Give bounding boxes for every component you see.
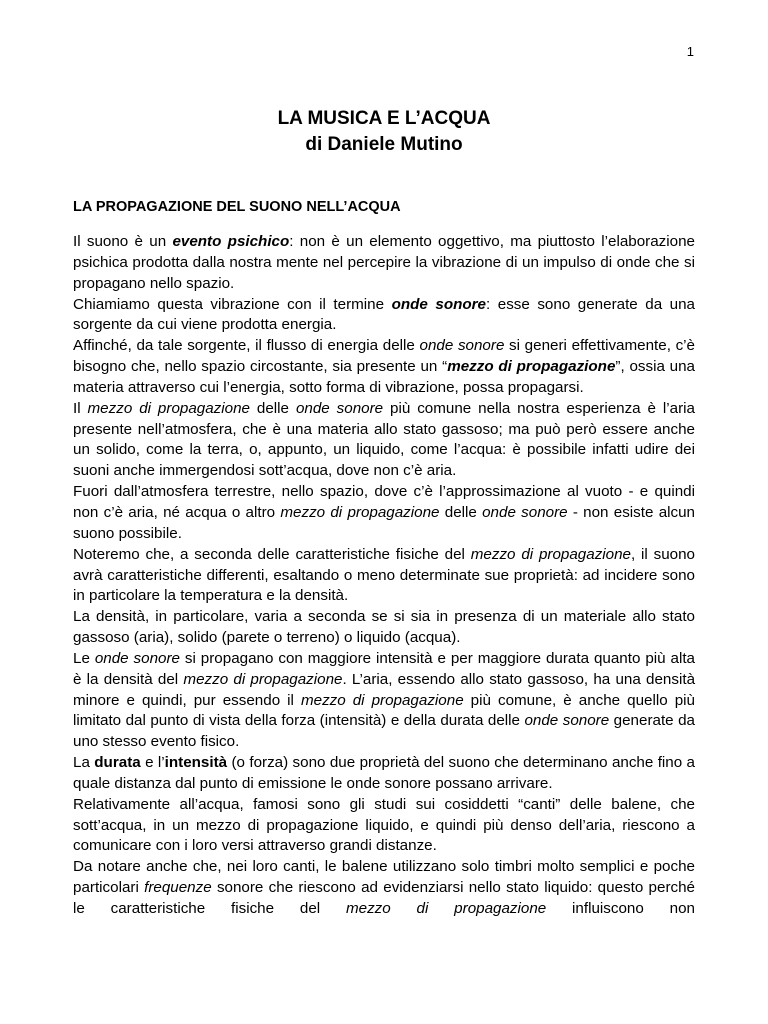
section-heading: LA PROPAGAZIONE DEL SUONO NELL’ACQUA <box>73 199 401 215</box>
paragraph: Chiamiamo questa vibrazione con il termine onde sonore: esse sono generate da una sorgente da cui viene prodotta energia. <box>73 295 695 334</box>
paragraph: Le onde sonore si propagano con maggiore intensità e per maggiore durata quanto più alta è la densità del mezzo di propagazione. L’aria, essendo allo stato gassoso, ha una densità minore e quindi, pur essendo il mezzo di propagazione più comune, è anche quello più limitato dal punto di vista della forza (intensità) e della durata delle onde sonore generate da uno stesso evento fisico. <box>73 649 696 751</box>
paragraph: Il mezzo di propagazione delle onde sonore più comune nella nostra esperienza è l’aria presente nell’atmosfera, che è una materia allo stato gassoso; ma può però essere anche un solido, come la terra, o, appunto, un liquido, come l’acqua: è possibile infatti udire dei suoni anche immergendosi sott’acqua, dove non c’è aria. <box>73 399 695 480</box>
paragraph: Noteremo che, a seconda delle caratteristiche fisiche del mezzo di propagazione, il suono avrà caratteristiche differenti, esaltando o meno determinate sue proprietà: ad incidere sono in particolare la temperatura e la densità. <box>73 545 696 605</box>
paragraph: Fuori dall’atmosfera terrestre, nello spazio, dove c’è l’approssimazione al vuoto - e quindi non c’è aria, né acqua o altro mezzo di propagazione delle onde sonore - non esiste alcun suono possibile. <box>73 483 695 542</box>
paragraph: Il suono è un evento psichico: non è un elemento oggettivo, ma piuttosto l’elaborazione psichica prodotta dalla nostra mente nel percepire la vibrazione di un impulso di onde che si propagano nello spazio. <box>73 233 695 292</box>
paragraph: La durata e l’intensità (o forza) sono due proprietà del suono che determinano anche fino a quale distanza dal punto di emissione le onde sonore possano arrivare. <box>73 754 695 792</box>
paragraph: La densità, in particolare, varia a seconda se si sia in presenza di un materiale allo stato gassoso (aria), solido (parete o terreno) o liquido (acqua). <box>73 608 695 647</box>
paragraph: Relativamente all’acqua, famosi sono gli studi sui cosiddetti “canti” delle balene, che sott’acqua, in un mezzo di propagazione liquido, e quindi più denso dell’aria, riescono a comunicare con i loro versi attraverso grandi distanze. <box>73 795 695 855</box>
document-title: LA MUSICA E L’ACQUA <box>277 108 491 129</box>
paragraph: Affinché, da tale sorgente, il flusso di energia delle onde sonore si generi effettivamente, c’è bisogno che, nello spazio circostante, sia presente un “mezzo di propagazione”, ossia una materia attraverso cui l’energia, sotto forma di vibrazione, possa propagarsi. <box>73 337 696 396</box>
paragraph: Da notare anche che, nei loro canti, le balene utilizzano solo timbri molto semplici e poche particolari frequenze sonore che riescono ad evidenziarsi nello stato liquido: questo perché le caratteristiche fisiche del mezzo di propagazione influiscono non <box>73 858 695 917</box>
document-author: di Daniele Mutino <box>305 134 463 155</box>
document-title-block <box>0 106 768 158</box>
page-number: 1 <box>686 44 694 59</box>
body-text <box>73 232 695 920</box>
